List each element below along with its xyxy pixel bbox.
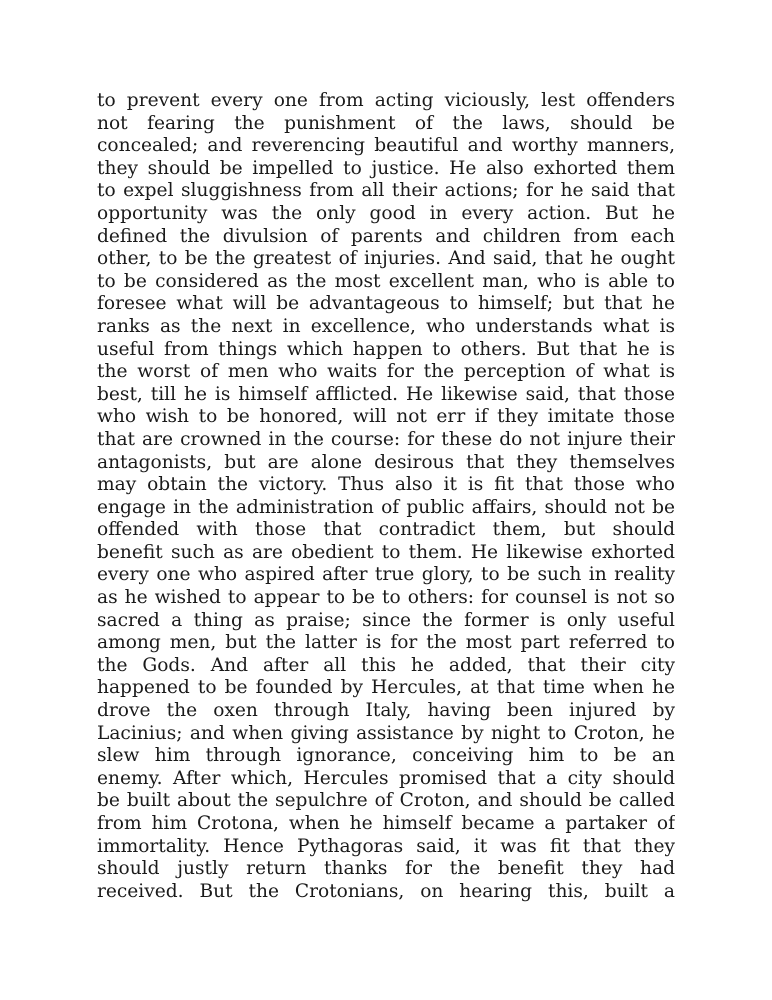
text-line: to expel sluggishness from all their actions; for he said that: [97, 180, 675, 202]
text-line: from him Crotona, when he himself became a partaker of: [97, 813, 675, 834]
text-line: opportunity was the only good in every action. But he: [97, 202, 675, 224]
text-line: they should be impelled to justice. He also exhorted them: [97, 157, 675, 179]
body-text: [97, 90, 675, 903]
text-line: that are crowned in the course: for these do not injure their: [97, 428, 675, 450]
text-line: should justly return thanks for the benefit they had: [97, 858, 675, 880]
text-line: defined the divulsion of parents and children from each: [97, 225, 675, 247]
text-line: among men, but the latter is for the most part referred to: [97, 632, 675, 654]
text-line: be built about the sepulchre of Croton, and should be called: [97, 790, 675, 812]
text-line: concealed; and reverencing beautiful and worthy manners,: [97, 135, 675, 157]
text-line: slew him through ignorance, conceiving him to be an: [97, 745, 675, 767]
text-line: to be considered as the most excellent man, who is able to: [97, 270, 675, 292]
text-line: the Gods. And after all this he added, that their city: [97, 654, 675, 676]
text-line: ranks as the next in excellence, who understands what is: [97, 315, 675, 337]
text-line: immortality. Hence Pythagoras said, it was fit that they: [97, 835, 675, 857]
text-line: useful from things which happen to others. But that he is: [97, 338, 675, 360]
text-line: best, till he is himself afflicted. He likewise said, that those: [97, 383, 675, 405]
text-line: other, to be the greatest of injuries. And said, that he ought: [97, 248, 675, 270]
text-line: to prevent every one from acting viciously, lest offenders: [97, 90, 675, 111]
text-line: as he wished to appear to be to others: for counsel is not so: [97, 587, 675, 609]
text-line: offended with those that contradict them, but should: [97, 519, 675, 541]
text-line: sacred a thing as praise; since the former is only useful: [97, 609, 675, 631]
text-line: antagonists, but are alone desirous that they themselves: [97, 451, 675, 473]
text-line: every one who aspired after true glory, to be such in reality: [97, 564, 675, 586]
text-line: drove the oxen through Italy, having been injured by: [97, 700, 675, 722]
text-line: received. But the Crotonians, on hearing this, built a: [97, 880, 675, 902]
text-line: foresee what will be advantageous to himself; but that he: [97, 293, 675, 315]
text-line: who wish to be honored, will not err if they imitate those: [97, 406, 675, 428]
text-line: happened to be founded by Hercules, at that time when he: [97, 677, 675, 699]
text-line: the worst of men who waits for the perception of what is: [97, 361, 675, 383]
text-line: may obtain the victory. Thus also it is fit that those who: [97, 474, 675, 496]
text-line: Lacinius; and when giving assistance by night to Croton, he: [97, 722, 675, 744]
text-line: engage in the administration of public affairs, should not be: [97, 496, 675, 518]
text-line: benefit such as are obedient to them. He likewise exhorted: [97, 541, 675, 563]
text-line: enemy. After which, Hercules promised that a city should: [97, 767, 675, 789]
text-line: not fearing the punishment of the laws, should be: [97, 112, 675, 134]
